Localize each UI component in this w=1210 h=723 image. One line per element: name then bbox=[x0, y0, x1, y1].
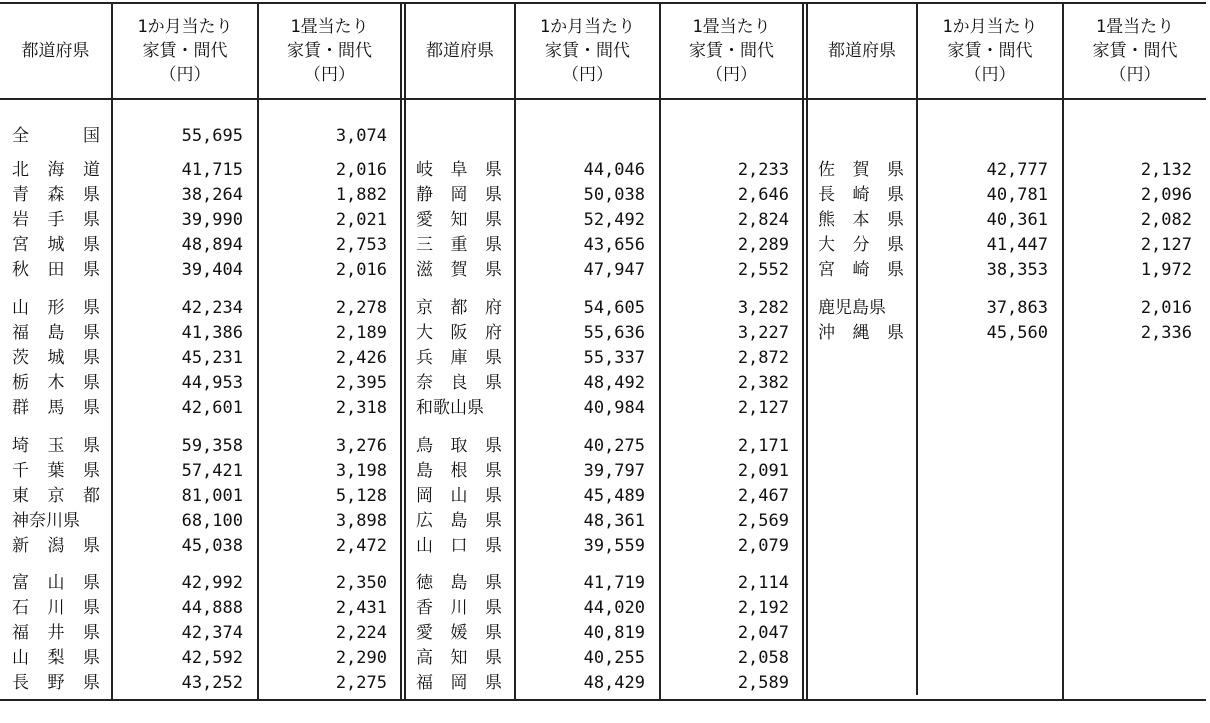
rent-per-tatami-value: 2,127 bbox=[737, 398, 789, 418]
header-rent-month: 1か月当たり 家賃・間代 （円） bbox=[539, 17, 636, 85]
header-bottom-rule bbox=[0, 98, 1206, 100]
rent-per-tatami-value: 2,431 bbox=[335, 598, 387, 618]
rent-per-tatami-value: 2,350 bbox=[335, 573, 387, 593]
rent-per-month-value: 40,781 bbox=[986, 185, 1048, 205]
rent-per-month-value: 50,038 bbox=[583, 185, 645, 205]
prefecture-name: 宮 城 県 bbox=[12, 235, 100, 255]
prefecture-name: 三 重 県 bbox=[416, 235, 502, 255]
rent-per-month-value: 40,361 bbox=[986, 210, 1048, 230]
rent-per-month-value: 39,797 bbox=[583, 461, 645, 481]
prefecture-name: 徳 島 県 bbox=[416, 573, 502, 593]
rent-per-tatami-value: 2,382 bbox=[737, 373, 789, 393]
rent-per-tatami-value: 2,079 bbox=[737, 536, 789, 556]
table-top-rule bbox=[0, 2, 1206, 4]
rent-per-month-value: 48,429 bbox=[583, 673, 645, 693]
rent-per-month-value: 48,361 bbox=[583, 511, 645, 531]
rent-per-tatami-value: 1,972 bbox=[1140, 260, 1192, 280]
prefecture-name: 広 島 県 bbox=[416, 511, 502, 531]
prefecture-name: 大 分 県 bbox=[818, 235, 904, 255]
header-rent-tatami: 1畳当たり 家賃・間代 （円） bbox=[689, 17, 774, 85]
rent-per-tatami-value: 2,753 bbox=[335, 235, 387, 255]
rent-per-month-value: 48,894 bbox=[181, 235, 243, 255]
header-prefecture: 都道府県 bbox=[21, 41, 90, 61]
header-rent-month: 1か月当たり 家賃・間代 （円） bbox=[942, 17, 1038, 85]
prefecture-name: 東 京 都 bbox=[12, 486, 100, 506]
prefecture-name: 福 島 県 bbox=[12, 323, 100, 343]
rent-per-tatami-value: 3,282 bbox=[737, 298, 789, 318]
rent-per-tatami-value: 2,472 bbox=[335, 536, 387, 556]
rent-per-tatami-value: 1,882 bbox=[335, 185, 387, 205]
col-divider bbox=[1062, 2, 1064, 699]
prefecture-name: 北 海 道 bbox=[12, 160, 100, 180]
rent-per-month-value: 47,947 bbox=[583, 260, 645, 280]
rent-per-tatami-value: 2,016 bbox=[335, 160, 387, 180]
group-divider bbox=[400, 2, 402, 699]
rent-per-tatami-value: 2,872 bbox=[737, 348, 789, 368]
rent-per-month-value: 42,601 bbox=[181, 398, 243, 418]
prefecture-name: 佐 賀 県 bbox=[818, 160, 904, 180]
rent-per-month-value: 38,353 bbox=[986, 260, 1048, 280]
rent-per-month-value: 44,888 bbox=[181, 598, 243, 618]
rent-per-month-value: 45,038 bbox=[181, 536, 243, 556]
rent-per-tatami-value: 3,074 bbox=[335, 126, 387, 146]
rent-per-tatami-value: 2,336 bbox=[1140, 323, 1192, 343]
col-divider bbox=[659, 2, 661, 699]
prefecture-name: 新 潟 県 bbox=[12, 536, 100, 556]
rent-per-tatami-value: 2,395 bbox=[335, 373, 387, 393]
rent-per-tatami-value: 2,224 bbox=[335, 623, 387, 643]
rent-per-tatami-value: 2,058 bbox=[737, 648, 789, 668]
prefecture-name: 滋 賀 県 bbox=[416, 260, 502, 280]
rent-per-tatami-value: 2,646 bbox=[737, 185, 789, 205]
rent-per-tatami-value: 2,824 bbox=[737, 210, 789, 230]
rent-per-month-value: 42,992 bbox=[181, 573, 243, 593]
rent-per-month-value: 39,559 bbox=[583, 536, 645, 556]
prefecture-name: 鳥 取 県 bbox=[416, 436, 502, 456]
rent-per-month-value: 41,715 bbox=[181, 160, 243, 180]
rent-per-month-value: 55,695 bbox=[181, 126, 243, 146]
prefecture-name: 高 知 県 bbox=[416, 648, 502, 668]
rent-per-tatami-value: 2,318 bbox=[335, 398, 387, 418]
col-divider bbox=[514, 2, 516, 699]
rent-per-month-value: 45,560 bbox=[986, 323, 1048, 343]
rent-per-tatami-value: 3,227 bbox=[737, 323, 789, 343]
rent-per-tatami-value: 2,589 bbox=[737, 673, 789, 693]
prefecture-name: 長 崎 県 bbox=[818, 185, 904, 205]
rent-per-tatami-value: 2,289 bbox=[737, 235, 789, 255]
rent-per-month-value: 44,046 bbox=[583, 160, 645, 180]
rent-per-tatami-value: 3,898 bbox=[335, 511, 387, 531]
rent-per-month-value: 45,231 bbox=[181, 348, 243, 368]
prefecture-name: 群 馬 県 bbox=[12, 398, 100, 418]
col-divider bbox=[916, 2, 918, 695]
rent-per-month-value: 38,264 bbox=[181, 185, 243, 205]
rent-per-month-value: 40,255 bbox=[583, 648, 645, 668]
rent-per-month-value: 55,337 bbox=[583, 348, 645, 368]
rent-per-tatami-value: 2,278 bbox=[335, 298, 387, 318]
prefecture-name: 富 山 県 bbox=[12, 573, 100, 593]
prefecture-name: 岐 阜 県 bbox=[416, 160, 502, 180]
rent-per-month-value: 39,404 bbox=[181, 260, 243, 280]
prefecture-name: 京 都 府 bbox=[416, 298, 502, 318]
header-prefecture: 都道府県 bbox=[828, 41, 896, 61]
prefecture-name: 沖 縄 県 bbox=[818, 323, 904, 343]
prefecture-name: 秋 田 県 bbox=[12, 260, 100, 280]
prefecture-name: 山 梨 県 bbox=[12, 648, 100, 668]
rent-per-tatami-value: 2,275 bbox=[335, 673, 387, 693]
rent-per-tatami-value: 2,091 bbox=[737, 461, 789, 481]
prefecture-name: 大 阪 府 bbox=[416, 323, 502, 343]
prefecture-name: 埼 玉 県 bbox=[12, 436, 100, 456]
group-divider bbox=[806, 2, 808, 699]
rent-per-month-value: 52,492 bbox=[583, 210, 645, 230]
rent-per-tatami-value: 2,096 bbox=[1140, 185, 1192, 205]
prefecture-name: 宮 崎 県 bbox=[818, 260, 904, 280]
header-rent-tatami: 1畳当たり 家賃・間代 （円） bbox=[287, 17, 372, 85]
rent-per-month-value: 43,656 bbox=[583, 235, 645, 255]
rent-per-tatami-value: 2,290 bbox=[335, 648, 387, 668]
rent-per-tatami-value: 2,233 bbox=[737, 160, 789, 180]
rent-per-month-value: 40,275 bbox=[583, 436, 645, 456]
header-rent-tatami: 1畳当たり 家賃・間代 （円） bbox=[1092, 17, 1178, 85]
rent-per-tatami-value: 2,127 bbox=[1140, 235, 1192, 255]
prefecture-name: 愛 媛 県 bbox=[416, 623, 502, 643]
rent-per-month-value: 43,252 bbox=[181, 673, 243, 693]
prefecture-name: 全 国 bbox=[12, 126, 100, 146]
rent-per-month-value: 42,777 bbox=[986, 160, 1048, 180]
rent-per-month-value: 40,819 bbox=[583, 623, 645, 643]
rent-per-tatami-value: 2,171 bbox=[737, 436, 789, 456]
group-divider bbox=[802, 2, 804, 699]
prefecture-name: 香 川 県 bbox=[416, 598, 502, 618]
rent-per-tatami-value: 2,569 bbox=[737, 511, 789, 531]
rent-per-tatami-value: 2,047 bbox=[737, 623, 789, 643]
col-divider bbox=[257, 2, 259, 699]
rent-per-month-value: 57,421 bbox=[181, 461, 243, 481]
prefecture-name: 愛 知 県 bbox=[416, 210, 502, 230]
rent-per-month-value: 42,592 bbox=[181, 648, 243, 668]
rent-per-month-value: 42,374 bbox=[181, 623, 243, 643]
header-prefecture: 都道府県 bbox=[426, 41, 494, 61]
rent-per-tatami-value: 2,426 bbox=[335, 348, 387, 368]
rent-per-tatami-value: 5,128 bbox=[335, 486, 387, 506]
prefecture-name: 千 葉 県 bbox=[12, 461, 100, 481]
rent-per-tatami-value: 2,189 bbox=[335, 323, 387, 343]
rent-per-month-value: 59,358 bbox=[181, 436, 243, 456]
rent-per-tatami-value: 2,114 bbox=[737, 573, 789, 593]
rent-per-tatami-value: 3,198 bbox=[335, 461, 387, 481]
rent-per-month-value: 68,100 bbox=[181, 511, 243, 531]
rent-per-month-value: 44,020 bbox=[583, 598, 645, 618]
prefecture-name: 福 井 県 bbox=[12, 623, 100, 643]
rent-per-tatami-value: 2,192 bbox=[737, 598, 789, 618]
prefecture-name: 岩 手 県 bbox=[12, 210, 100, 230]
prefecture-name: 岡 山 県 bbox=[416, 486, 502, 506]
prefecture-name: 和歌山県 bbox=[416, 398, 484, 418]
rent-per-month-value: 37,863 bbox=[986, 298, 1048, 318]
rent-per-tatami-value: 2,016 bbox=[335, 260, 387, 280]
prefecture-name: 青 森 県 bbox=[12, 185, 100, 205]
rent-per-month-value: 41,719 bbox=[583, 573, 645, 593]
col-divider bbox=[111, 2, 113, 699]
prefecture-name: 栃 木 県 bbox=[12, 373, 100, 393]
rent-per-month-value: 45,489 bbox=[583, 486, 645, 506]
rent-per-month-value: 55,636 bbox=[583, 323, 645, 343]
prefecture-name: 長 野 県 bbox=[12, 673, 100, 693]
prefecture-name: 石 川 県 bbox=[12, 598, 100, 618]
rent-per-month-value: 40,984 bbox=[583, 398, 645, 418]
rent-per-tatami-value: 2,467 bbox=[737, 486, 789, 506]
rent-per-month-value: 48,492 bbox=[583, 373, 645, 393]
table-bottom-rule bbox=[0, 699, 1206, 701]
prefecture-name: 福 岡 県 bbox=[416, 673, 502, 693]
prefecture-name: 奈 良 県 bbox=[416, 373, 502, 393]
rent-per-month-value: 41,447 bbox=[986, 235, 1048, 255]
rent-per-month-value: 44,953 bbox=[181, 373, 243, 393]
rent-per-tatami-value: 2,016 bbox=[1140, 298, 1192, 318]
rent-per-month-value: 54,605 bbox=[583, 298, 645, 318]
rent-per-month-value: 81,001 bbox=[181, 486, 243, 506]
rent-per-tatami-value: 2,082 bbox=[1140, 210, 1192, 230]
rent-per-tatami-value: 2,021 bbox=[335, 210, 387, 230]
prefecture-name: 鹿児島県 bbox=[818, 298, 886, 318]
prefecture-name: 山 口 県 bbox=[416, 536, 502, 556]
prefecture-name: 兵 庫 県 bbox=[416, 348, 502, 368]
rent-per-month-value: 39,990 bbox=[181, 210, 243, 230]
header-rent-month: 1か月当たり 家賃・間代 （円） bbox=[137, 17, 233, 85]
rent-per-tatami-value: 2,552 bbox=[737, 260, 789, 280]
prefecture-name: 茨 城 県 bbox=[12, 348, 100, 368]
rent-per-month-value: 42,234 bbox=[181, 298, 243, 318]
group-divider bbox=[404, 2, 406, 699]
rent-per-tatami-value: 3,276 bbox=[335, 436, 387, 456]
prefecture-name: 熊 本 県 bbox=[818, 210, 904, 230]
prefecture-name: 神奈川県 bbox=[12, 511, 80, 531]
prefecture-name: 島 根 県 bbox=[416, 461, 502, 481]
rent-per-month-value: 41,386 bbox=[181, 323, 243, 343]
rent-per-tatami-value: 2,132 bbox=[1140, 160, 1192, 180]
prefecture-name: 山 形 県 bbox=[12, 298, 100, 318]
prefecture-name: 静 岡 県 bbox=[416, 185, 502, 205]
